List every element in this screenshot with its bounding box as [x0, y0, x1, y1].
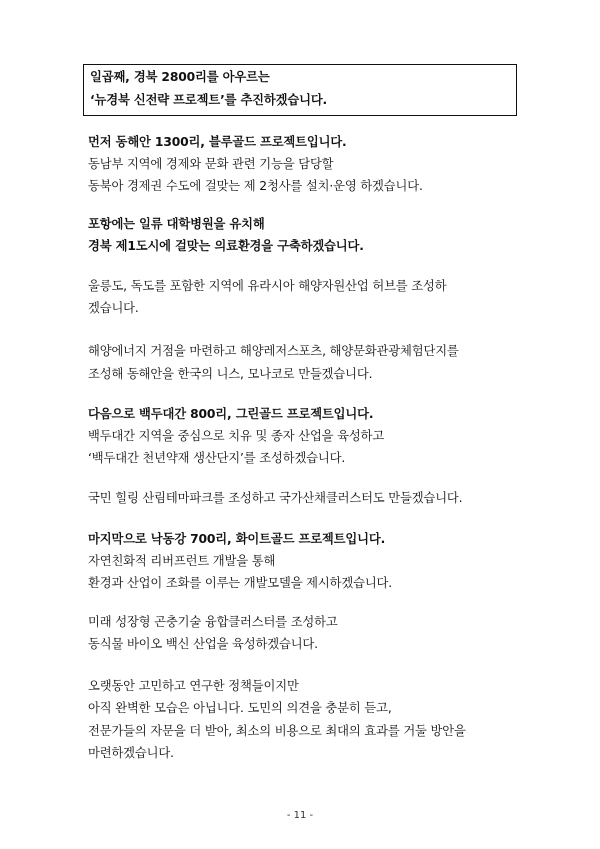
paragraph-line: 조성해 동해안을 한국의 니스, 모나코로 만들겠습니다.: [88, 367, 373, 381]
page-number: - 11 -: [286, 810, 314, 821]
section-title-line: ‘뉴경북 신전략 프로젝트’를 추진하겠습니다.: [90, 93, 328, 107]
paragraph-line: 겠습니다.: [88, 301, 139, 315]
paragraph-line: 동남부 지역에 경제와 문화 관련 기능을 담당할: [88, 157, 334, 171]
paragraph-line: 자연친화적 리버프런트 개발을 통해: [88, 554, 276, 568]
paragraph-line: 포항에는 일류 대학병원을 유치해: [88, 217, 265, 231]
paragraph-line: 마지막으로 낙동강 700리, 화이트골드 프로젝트입니다.: [88, 532, 386, 546]
paragraph-line: 전문가들의 자문을 더 받아, 최소의 비용으로 최대의 효과를 거둘 방안을: [88, 724, 466, 738]
paragraph-line: 마련하겠습니다.: [88, 746, 174, 760]
paragraph-line: ‘백두대간 천년약재 생산단지’를 조성하겠습니다.: [88, 451, 346, 465]
paragraph-line: 미래 성장형 곤충기술 융합클러스터를 조성하고: [88, 615, 338, 629]
paragraph-line: 울릉도, 독도를 포함한 지역에 유라시아 해양자원산업 허브를 조성하: [88, 279, 447, 293]
paragraph-line: 백두대간 지역을 중심으로 치유 및 종자 산업을 육성하고: [88, 429, 385, 443]
paragraph-line: 동식물 바이오 백신 산업을 육성하겠습니다.: [88, 637, 318, 651]
paragraph-line: 다음으로 백두대간 800리, 그린골드 프로젝트입니다.: [88, 407, 374, 421]
paragraph-line: 해양에너지 거점을 마련하고 해양레저스포츠, 해양문화관광체험단지를: [88, 344, 459, 358]
paragraph-line: 환경과 산업이 조화를 이루는 개발모델을 제시하겠습니다.: [88, 576, 393, 590]
paragraph-line: 동북아 경제권 수도에 걸맞는 제 2청사를 설치·운영 하겠습니다.: [88, 179, 423, 193]
paragraph-line: 먼저 동해안 1300리, 블루골드 프로젝트입니다.: [88, 135, 347, 149]
section-title-line: 일곱째, 경북 2800리를 아우르는: [90, 70, 270, 84]
section-title-box: [83, 64, 517, 116]
paragraph-line: 아직 완벽한 모습은 아닙니다. 도민의 의견을 충분히 듣고,: [88, 701, 392, 715]
paragraph-line: 오랫동안 고민하고 연구한 정책들이지만: [88, 679, 299, 693]
paragraph-line: 국민 힐링 산림테마파크를 조성하고 국가산채클러스터도 만들겠습니다.: [88, 491, 463, 505]
paragraph-line: 경북 제1도시에 걸맞는 의료환경을 구축하겠습니다.: [88, 239, 364, 253]
